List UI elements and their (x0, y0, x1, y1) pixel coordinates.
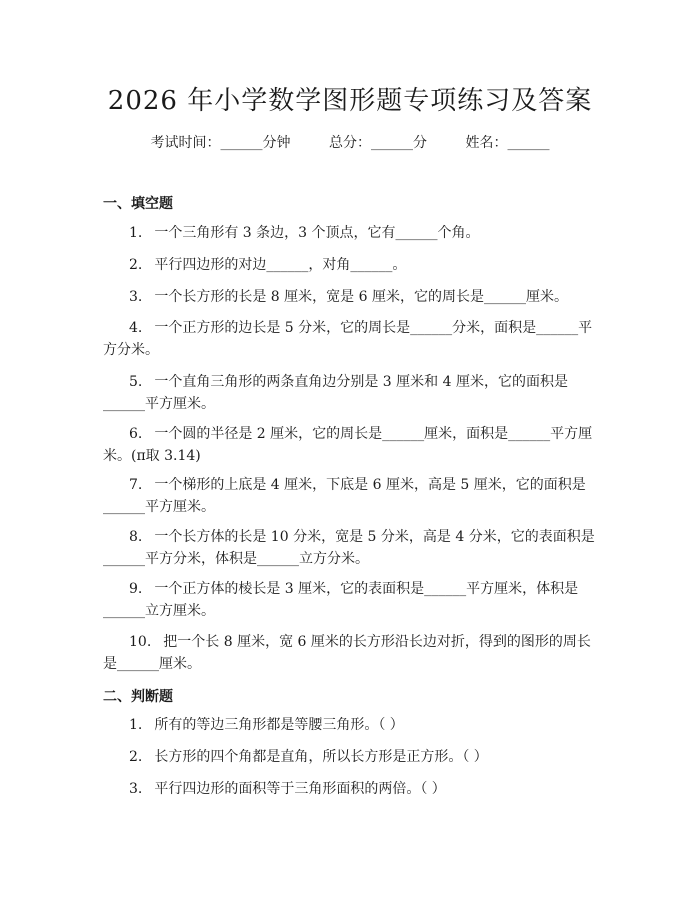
question-number: 8. (129, 529, 143, 545)
question-number: 6. (129, 426, 143, 442)
question-text: 一个正方体的棱长是 3 厘米，它的表面积是______平方厘米，体积是______立方厘米。 (103, 581, 579, 619)
question-item (103, 474, 595, 518)
section-heading-fill-blank: 一、填空题 (103, 196, 173, 212)
question-item (103, 631, 595, 675)
question-text: 一个圆的半径是 2 厘米，它的周长是______厘米，面积是______平方厘米。(π取 3.14) (103, 426, 593, 464)
question-text: 一个正方形的边长是 5 分米，它的周长是______分米，面积是______平方分米。 (103, 320, 593, 358)
question-number: 5. (129, 374, 143, 390)
question-number: 7. (129, 477, 143, 493)
question-text: 所有的等边三角形都是等腰三角形。（ ） (154, 717, 404, 733)
student-name: 姓名：______ (465, 135, 550, 151)
question-item (103, 423, 595, 467)
question-text: 一个长方体的长是 10 分米，宽是 5 分米，高是 4 分米，它的表面积是______平方分米，体积是______立方分米。 (103, 529, 595, 567)
question-text: 平行四边形的面积等于三角形面积的两倍。（ ） (154, 781, 446, 797)
question-item (103, 578, 595, 622)
question-item (103, 222, 595, 244)
question-item (103, 371, 595, 415)
question-item (103, 317, 595, 361)
question-text: 平行四边形的对边______，对角______。 (154, 257, 407, 273)
question-number: 9. (129, 581, 143, 597)
section-heading-true-false: 二、判断题 (103, 689, 173, 705)
question-item (103, 526, 595, 570)
question-text: 一个直角三角形的两条直角边分别是 3 厘米和 4 厘米，它的面积是______平方厘米。 (103, 374, 568, 412)
question-text: 一个三角形有 3 条边，3 个顶点，它有______个角。 (154, 225, 480, 241)
exam-score: 总分：______分 (329, 135, 427, 151)
question-text: 长方形的四个角都是直角，所以长方形是正方形。（ ） (154, 749, 488, 765)
question-number: 1. (129, 225, 143, 241)
exam-time: 考试时间：______分钟 (150, 135, 291, 151)
question-text: 把一个长 8 厘米，宽 6 厘米的长方形沿长边对折，得到的图形的周长是______厘米。 (103, 634, 591, 672)
question-number: 2. (129, 749, 143, 765)
page-title: 2026 年小学数学图形题专项练习及答案 (107, 86, 593, 116)
exam-meta (0, 132, 700, 152)
question-text: 一个梯形的上底是 4 厘米，下底是 6 厘米，高是 5 厘米，它的面积是______平方厘米。 (103, 477, 586, 515)
question-text: 一个长方形的长是 8 厘米，宽是 6 厘米，它的周长是______厘米。 (154, 289, 568, 305)
question-item (103, 746, 595, 768)
question-number: 4. (129, 320, 143, 336)
question-number: 3. (129, 781, 143, 797)
question-number: 3. (129, 289, 143, 305)
question-item (103, 254, 595, 276)
question-number: 2. (129, 257, 143, 273)
question-number: 10. (129, 634, 152, 650)
question-item (103, 286, 595, 308)
question-item (103, 778, 595, 800)
question-item (103, 714, 595, 736)
question-number: 1. (129, 717, 143, 733)
